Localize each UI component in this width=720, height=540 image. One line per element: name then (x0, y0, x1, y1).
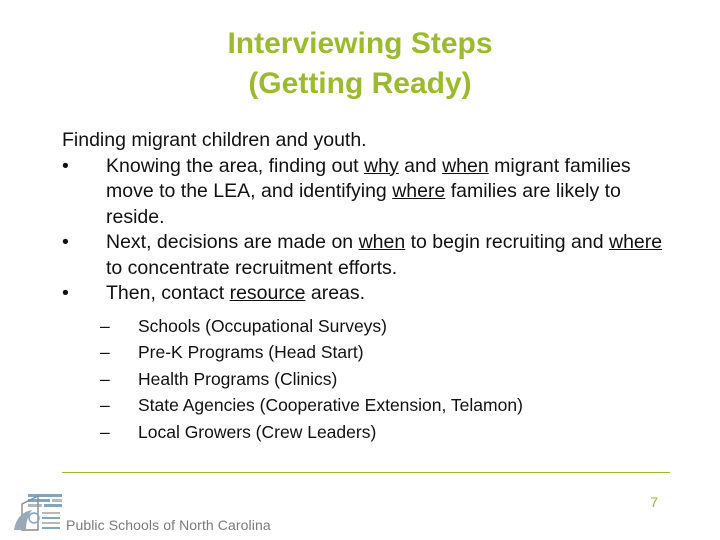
footer-divider (62, 472, 670, 473)
bullet-text: Then, contact (106, 282, 230, 304)
dash-mark: – (100, 368, 110, 389)
resource-list (62, 313, 682, 446)
dash-mark: – (100, 342, 110, 362)
slide-title (0, 24, 720, 104)
resource-item (62, 313, 682, 340)
underlined-word: when (442, 154, 489, 177)
resource-text: Pre-K Programs (Head Start) (138, 342, 364, 362)
underlined-word: where (609, 231, 663, 253)
intro-text: Finding migrant children and youth. (62, 129, 367, 151)
bullet-text: families are likely to reside. (106, 180, 621, 228)
resource-text: State Agencies (Cooperative Extension, Telamon) (138, 395, 523, 415)
title-line-2: (Getting Ready) (248, 67, 472, 100)
underlined-word: where (392, 180, 446, 202)
title-line-1: Interviewing Steps (227, 27, 493, 60)
bullet-mark: • (62, 231, 69, 253)
dash-mark: – (100, 315, 110, 336)
underlined-word: when (358, 231, 406, 253)
resource-item (62, 419, 682, 446)
resource-text: Local Growers (Crew Leaders) (138, 421, 377, 442)
bullet-mark: • (62, 282, 69, 304)
bullet-item (62, 154, 682, 231)
bullet-text: Knowing the area, finding out (106, 154, 365, 177)
page-number: 7 (650, 494, 658, 510)
bullet-text: areas. (305, 282, 366, 304)
bullet-text: and (398, 154, 443, 177)
dash-mark: – (100, 421, 110, 442)
bullet-item (62, 230, 682, 281)
resource-item (62, 339, 682, 366)
underlined-word: why (364, 154, 399, 177)
organization-name: Public Schools of North Carolina (66, 517, 271, 533)
bullet-item (62, 281, 682, 307)
slide-body (62, 128, 682, 445)
bullet-text: to concentrate recruitment efforts. (106, 256, 398, 279)
bullet-mark: • (62, 154, 69, 177)
bullet-text: migrant families move to the LEA, and identifying (106, 154, 631, 202)
bullet-text: Next, decisions are made on (106, 231, 359, 253)
dash-mark: – (100, 395, 110, 415)
resource-text: Schools (Occupational Surveys) (138, 315, 387, 336)
resource-item (62, 392, 682, 419)
resource-item (62, 366, 682, 393)
nc-schools-logo-icon (12, 492, 64, 532)
underlined-word: resource (229, 282, 306, 304)
bullet-text: to begin recruiting and (405, 231, 609, 253)
resource-text: Health Programs (Clinics) (138, 368, 338, 389)
